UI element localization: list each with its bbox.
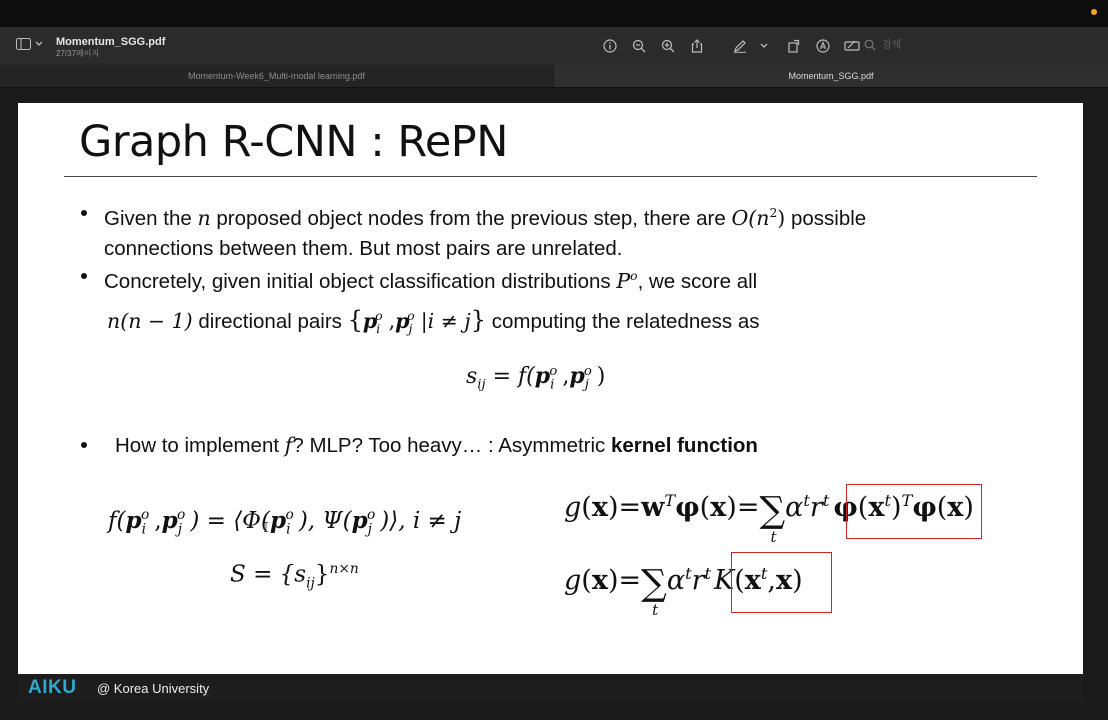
bullet-dot <box>81 442 87 448</box>
title-divider <box>64 176 1037 177</box>
highlight-box-kernel <box>731 552 832 613</box>
bullet-2-line-2: n(n − 1) directional pairs {$p_i^o$ $,p_j^o$ |i ≠ j} computing the relatedness as <box>107 305 760 336</box>
toolbar-actions <box>600 36 862 56</box>
equation-score-matrix: $S = \{s_{ij}\}^{n\times n}$ <box>230 561 359 592</box>
chevron-down-icon <box>35 41 43 47</box>
bullet-dot <box>81 210 87 216</box>
sidebar-toggle-button[interactable] <box>16 38 43 50</box>
equation-kernel-f: $f(p_i^o$ $,p_j^o$ ) = $⟨\Phi(p_i^o$ ), $\Psi(p_j^o$ )⟩, i ≠ j <box>108 507 462 538</box>
equation-g-feature-map: $g(x)=w^T\varphi(x)=\sum$ t $\alpha^tr^t$ $\varphi(x^t)^T\varphi(x)$ <box>564 490 974 546</box>
rotate-button[interactable] <box>784 36 804 56</box>
annotate-icon <box>816 39 830 53</box>
zoom-in-button[interactable] <box>658 36 678 56</box>
viewer-toolbar <box>0 27 1108 65</box>
rotate-icon <box>787 39 801 53</box>
bullet-3: How to implement f? MLP? Too heavy… : Asymmetric kernel function <box>115 433 758 457</box>
search-input[interactable] <box>880 39 1084 52</box>
footer-affiliation: @ Korea University <box>97 681 210 696</box>
share-icon <box>690 39 704 53</box>
equation-g-kernel: g(x)=∑ t $\alpha^tr^t$ $K(x^t,x)$ <box>564 563 803 619</box>
bullet-1-line-2: connections between them. But most pairs are unrelated. <box>104 236 623 260</box>
search-field[interactable] <box>860 34 1098 56</box>
markup-button[interactable] <box>730 36 750 56</box>
slide-page <box>18 103 1083 675</box>
highlight-box-feature-product <box>846 484 982 539</box>
aiku-logo: AIKU <box>28 677 77 698</box>
recording-indicator-icon <box>1091 9 1097 15</box>
search-icon <box>864 39 876 51</box>
share-button[interactable] <box>687 36 707 56</box>
chevron-down-icon <box>760 43 768 49</box>
info-button[interactable] <box>600 36 620 56</box>
form-icon <box>844 39 860 53</box>
zoom-out-button[interactable] <box>629 36 649 56</box>
sidebar-icon <box>16 38 31 50</box>
tab-momentum-week6[interactable]: Momentum-Week6_Multi-modal learning.pdf <box>0 65 553 87</box>
annotate-button[interactable] <box>813 36 833 56</box>
bullet-1 <box>104 198 1064 264</box>
tab-bar <box>0 65 1108 88</box>
document-title: Momentum_SGG.pdf <box>56 36 166 48</box>
slide-footer <box>18 674 1083 702</box>
bullet-1-line-1: Given the n proposed object nodes from the previous step, there are $O(n^2)$ possible <box>104 205 867 230</box>
form-button[interactable] <box>842 36 862 56</box>
zoom-out-icon <box>632 39 646 53</box>
screen-top-strip <box>0 0 1108 27</box>
bullet-2-line-1: Concretely, given initial object classification distributions $P^o$, we score all <box>104 268 758 293</box>
markup-pen-icon <box>733 39 747 53</box>
slide-title: Graph R-CNN : RePN <box>79 117 508 167</box>
bullet-2 <box>104 261 1064 344</box>
zoom-in-icon <box>661 39 675 53</box>
page-info: 27/37페이지 <box>56 49 100 58</box>
tab-momentum-sgg[interactable]: Momentum_SGG.pdf <box>554 65 1108 87</box>
bullet-dot <box>81 273 87 279</box>
info-icon <box>603 39 617 53</box>
markup-menu-button[interactable] <box>759 36 769 56</box>
equation-relatedness: $s_{ij} = f(p_i^o$ $,p_j^o$ ) <box>466 363 606 393</box>
